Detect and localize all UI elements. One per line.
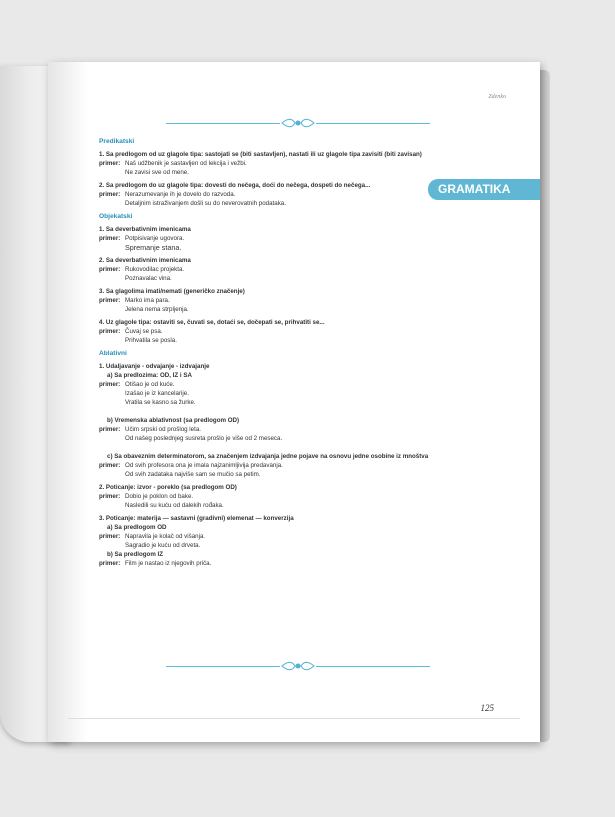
list-item: [99, 416, 469, 443]
example-line: Dobio je poklon od bake.: [125, 493, 194, 500]
running-header: Zdenko: [488, 94, 506, 100]
example-line: Spremanje stana.: [125, 243, 182, 252]
primer-label: primer:: [99, 266, 121, 273]
primer-label: primer:: [99, 462, 121, 469]
example-line: Potpisivanje ugovora.: [125, 235, 185, 242]
primer-label: primer:: [99, 235, 121, 242]
divider: [68, 718, 520, 719]
example-line: Rukovodilac projekta.: [125, 266, 185, 273]
list-item: [99, 483, 469, 510]
example-line: Nerazumevanje ih je dovelo do razvoda.: [125, 191, 236, 198]
bottom-ornament: [166, 660, 430, 672]
list-item: [99, 514, 469, 568]
list-item: [99, 256, 469, 283]
example-line: Otišao je od kuće.: [125, 381, 175, 388]
subitem-title: a) Sa predlogom OD: [107, 524, 167, 531]
example-line: Izašao je iz kancelarije.: [125, 390, 189, 397]
primer-label: primer:: [99, 533, 121, 540]
primer-label: primer:: [99, 426, 121, 433]
flourish-icon: [280, 117, 316, 129]
flourish-icon: [280, 660, 316, 672]
item-title: 3. Poticanje: materija — sastavni (gradivni) elemenat — konverzija: [99, 515, 294, 522]
primer-label: primer:: [99, 493, 121, 500]
item-title: 1. Sa predlogom od uz glagole tipa: sastojati se (biti sastavljen), nastati ili uz glagole tipa zavisiti (biti zavisan): [99, 151, 422, 158]
subitem-title: b) Vremenska ablativnost (sa predlogom OD): [107, 417, 240, 424]
list-item: [99, 181, 469, 208]
example-line: Poznavalac vina.: [125, 275, 172, 282]
subitem-title: a) Sa predlozima: OD, IZ i SA: [107, 372, 192, 379]
subitem-title: c) Sa obaveznim determinatorom, sa značenjem izdvajanja jedne pojave na osnovu jedne osobine iz mnoštva: [107, 453, 429, 460]
primer-label: primer:: [99, 191, 121, 198]
section-title-predikatski: Predikatski: [99, 138, 135, 145]
example-line: Od svih profesora ona je imala najzanimljivija predavanja.: [125, 462, 283, 469]
list-item: [99, 225, 469, 252]
list-item: [99, 150, 469, 177]
example-line: Prihvatila se posla.: [125, 337, 177, 344]
section-title-ablativni: Ablativni: [99, 350, 127, 357]
gramatika-tab: GRAMATIKA: [428, 179, 540, 200]
item-title: 2. Sa predlogom do uz glagole tipa: dovesti do nečega, doći do nečega, dospeti do nečega...: [99, 182, 371, 189]
example-line: Naš udžbenik je sastavljen od lekcija i vežbi.: [125, 160, 247, 167]
top-ornament: [166, 117, 430, 129]
primer-label: primer:: [99, 560, 121, 567]
example-line: Ne zavisi sve od mene.: [125, 169, 189, 176]
page-number: 125: [480, 703, 494, 713]
item-title: 2. Sa deverbativnim imenicama: [99, 257, 191, 264]
example-line: Sagradio je kuću od drveta.: [125, 542, 201, 549]
item-title: 2. Poticanje: izvor - poreklo (sa predlogom OD): [99, 484, 237, 491]
list-item: [99, 362, 469, 407]
primer-label: primer:: [99, 160, 121, 167]
item-title: 1. Sa deverbativnim imenicama: [99, 226, 191, 233]
page-content: [99, 137, 469, 572]
book-page: [48, 62, 540, 742]
section-title-objekatski: Objekatski: [99, 213, 133, 220]
primer-label: primer:: [99, 328, 121, 335]
example-line: Od našeg poslednjeg susreta prošlo je više od 2 meseca.: [125, 435, 283, 442]
example-line: Marko ima para.: [125, 297, 170, 304]
subitem-title: b) Sa predlogom IZ: [107, 551, 164, 558]
primer-label: primer:: [99, 297, 121, 304]
item-title: 3. Sa glagolima imati/nemati (generičko značenje): [99, 288, 245, 295]
example-line: Vratila se kasno sa žurke.: [125, 399, 196, 406]
list-item: [99, 318, 469, 345]
list-item: [99, 287, 469, 314]
item-title: 1. Udaljavanje - odvajanje - izdvajanje: [99, 363, 210, 370]
list-item: [99, 452, 469, 479]
primer-label: primer:: [99, 381, 121, 388]
example-line: Od svih zadataka najviše sam se mučio sa petim.: [125, 471, 261, 478]
example-line: Čuvaj se psa.: [125, 328, 163, 335]
example-line: Nasledili su kuću od dalekih rođaka.: [125, 502, 224, 509]
example-line: Film je nastao iz njegovih priča.: [125, 560, 212, 567]
example-line: Detaljnim istraživanjem došli su do neverovatnih podataka.: [125, 200, 286, 207]
example-line: Učim srpski od prošlog leta.: [125, 426, 201, 433]
example-line: Napravila je kolač od višanja.: [125, 533, 206, 540]
example-line: Jelena nema strpljenja.: [125, 306, 189, 313]
item-title: 4. Uz glagole tipa: ostaviti se, čuvati se, dotaći se, dočepati se, prihvatiti se...: [99, 319, 325, 326]
